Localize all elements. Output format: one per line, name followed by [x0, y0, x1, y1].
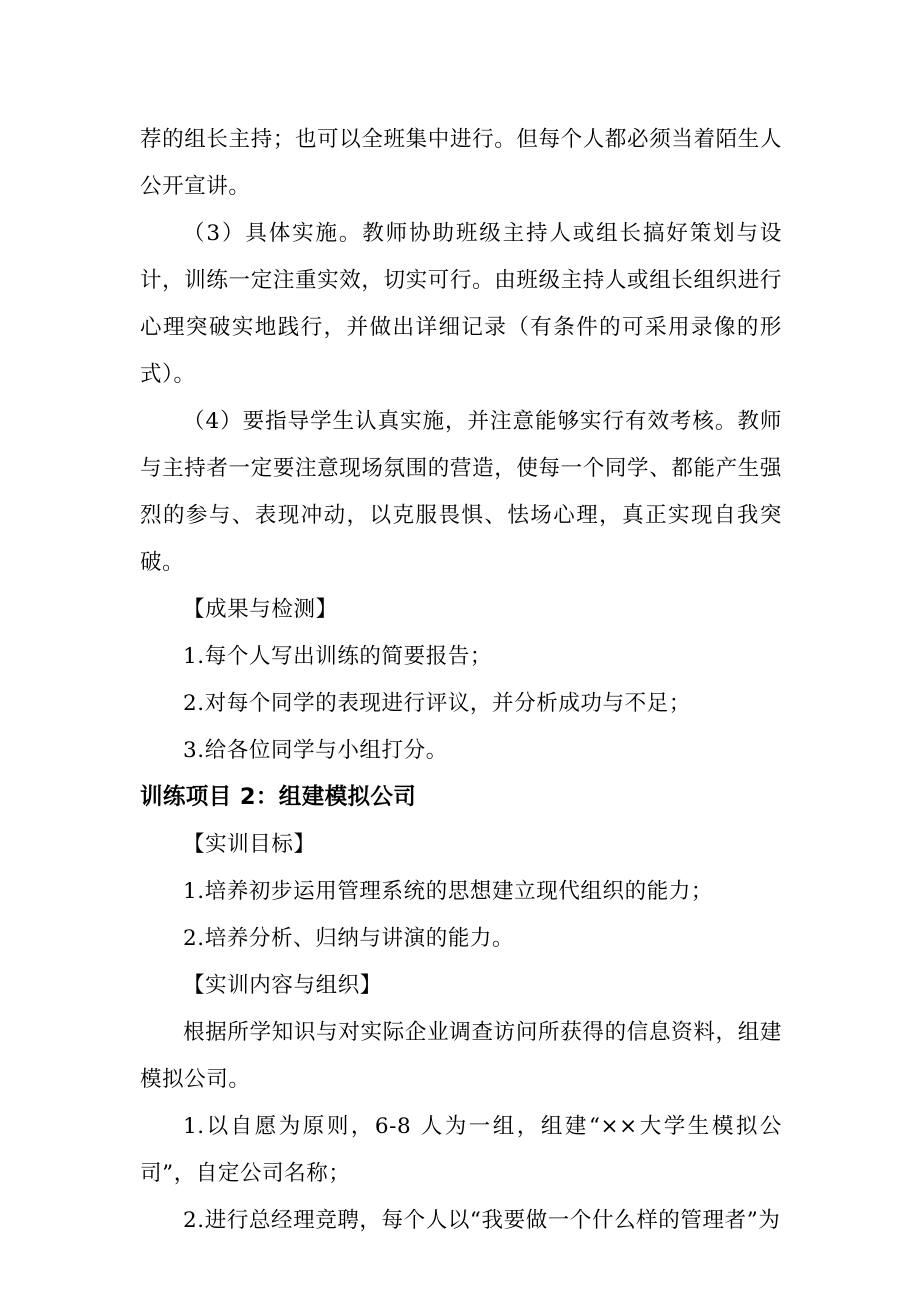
- results-item-1: 1.每个人写出训练的简要报告；: [183, 644, 493, 669]
- document-body: [140, 116, 782, 1244]
- content-item-1: 1.以自愿为原则，6-8 人为一组，组建“××大学生模拟公司”，自定公司名称；: [140, 1114, 782, 1186]
- content-item-2: 2.进行总经理竞聘，每个人以“我要做一个什么样的管理者”为: [183, 1208, 781, 1233]
- goal-item-1: 1.培养初步运用管理系统的思想建立现代组织的能力；: [183, 879, 714, 904]
- paragraph-continuation: 荐的组长主持；也可以全班集中进行。但每个人都必须当着陌生人公开宣讲。: [140, 127, 782, 199]
- results-item-2: 2.对每个同学的表现进行评议，并分析成功与不足；: [183, 691, 691, 716]
- goal-heading: 【实训目标】: [183, 832, 316, 857]
- content-intro: 根据所学知识与对实际企业调查访问所获得的信息资料，组建模拟公司。: [140, 1020, 782, 1092]
- project-title: 训练项目 2：组建模拟公司: [140, 784, 417, 810]
- results-item-3: 3.给各位同学与小组打分。: [183, 738, 448, 763]
- paragraph-step-4: （4）要指导学生认真实施，并注意能够实行有效考核。教师与主持者一定要注意现场氛围的营造，使每一个同学、都能产生强烈的参与、表现冲动，以克服畏惧、怯场心理，真正实现自我突破。: [140, 409, 782, 575]
- goal-item-2: 2.培养分析、归纳与讲演的能力。: [183, 926, 515, 951]
- paragraph-step-3: （3）具体实施。教师协助班级主持人或组长搞好策划与设计，训练一定注重实效，切实可行。由班级主持人或组长组织进行心理突破实地践行，并做出详细记录（有条件的可采用录像的形式）。: [140, 221, 782, 387]
- content-heading: 【实训内容与组织】: [183, 973, 382, 998]
- results-heading: 【成果与检测】: [183, 597, 338, 622]
